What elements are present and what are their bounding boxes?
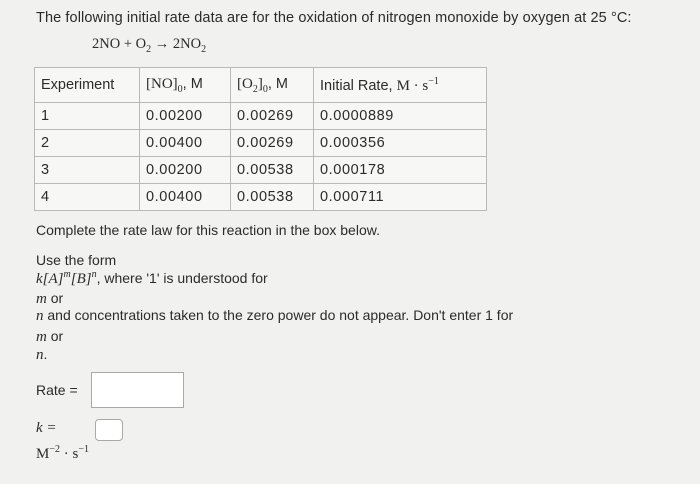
table-row <box>35 184 487 211</box>
cell-no: 0.00400 <box>140 184 231 211</box>
question-intro: The following initial rate data are for the oxidation of nitrogen monoxide by oxygen at 25 °C: <box>36 10 632 26</box>
cell-rate: 0.000356 <box>314 130 487 157</box>
reaction-arrow: → <box>154 36 170 52</box>
cell-no: 0.00200 <box>140 157 231 184</box>
cell-o2: 0.00269 <box>231 103 314 130</box>
instruction-m-or-2: m or <box>36 328 64 345</box>
instruction-complete: Complete the rate law for this reaction in the box below. <box>36 222 380 238</box>
header-rate: Initial Rate, $M \cdot s^{-1}$ <box>314 68 487 103</box>
plus-sign: + <box>123 36 133 52</box>
k-label: k = <box>36 420 57 436</box>
cell-o2: 0.00538 <box>231 184 314 211</box>
table-row <box>35 103 487 130</box>
rate-law-input[interactable] <box>91 372 184 408</box>
cell-experiment: 3 <box>35 157 140 184</box>
rate-data-table <box>34 67 487 211</box>
cell-rate: 0.0000889 <box>314 103 487 130</box>
cell-experiment: 1 <box>35 103 140 130</box>
header-experiment: Experiment <box>35 68 140 103</box>
k-units: $M^{-2} \cdot s^{-1}$ <box>36 444 89 462</box>
instruction-form-expression: $k[A]^m[B]^n$, where '1' is understood for <box>36 269 268 287</box>
cell-o2: 0.00538 <box>231 157 314 184</box>
header-o2: $[O_2]_0$, M <box>231 68 314 103</box>
table-row <box>35 157 487 184</box>
table-row <box>35 130 487 157</box>
cell-rate: 0.000711 <box>314 184 487 211</box>
instruction-zero-power: n and concentrations taken to the zero power do not appear. Don't enter 1 for <box>36 307 514 324</box>
reactant-no: 2NO <box>92 36 121 52</box>
cell-experiment: 4 <box>35 184 140 211</box>
instruction-m-or: m or <box>36 290 64 307</box>
instruction-use-form: Use the form <box>36 252 117 268</box>
rate-label: Rate = <box>36 382 78 398</box>
cell-no: 0.00200 <box>140 103 231 130</box>
cell-rate: 0.000178 <box>314 157 487 184</box>
reaction-equation: $2NO + O_2 \to 2NO_2$ <box>92 36 207 55</box>
cell-experiment: 2 <box>35 130 140 157</box>
k-value-input[interactable] <box>95 419 123 441</box>
cell-no: 0.00400 <box>140 130 231 157</box>
cell-o2: 0.00269 <box>231 130 314 157</box>
instruction-n-period: n. <box>36 346 48 363</box>
table-header-row <box>35 68 487 103</box>
product-no2: 2NO <box>172 36 202 52</box>
reactant-o2: O <box>135 36 147 52</box>
header-no: $[NO]_0$, M <box>140 68 231 103</box>
